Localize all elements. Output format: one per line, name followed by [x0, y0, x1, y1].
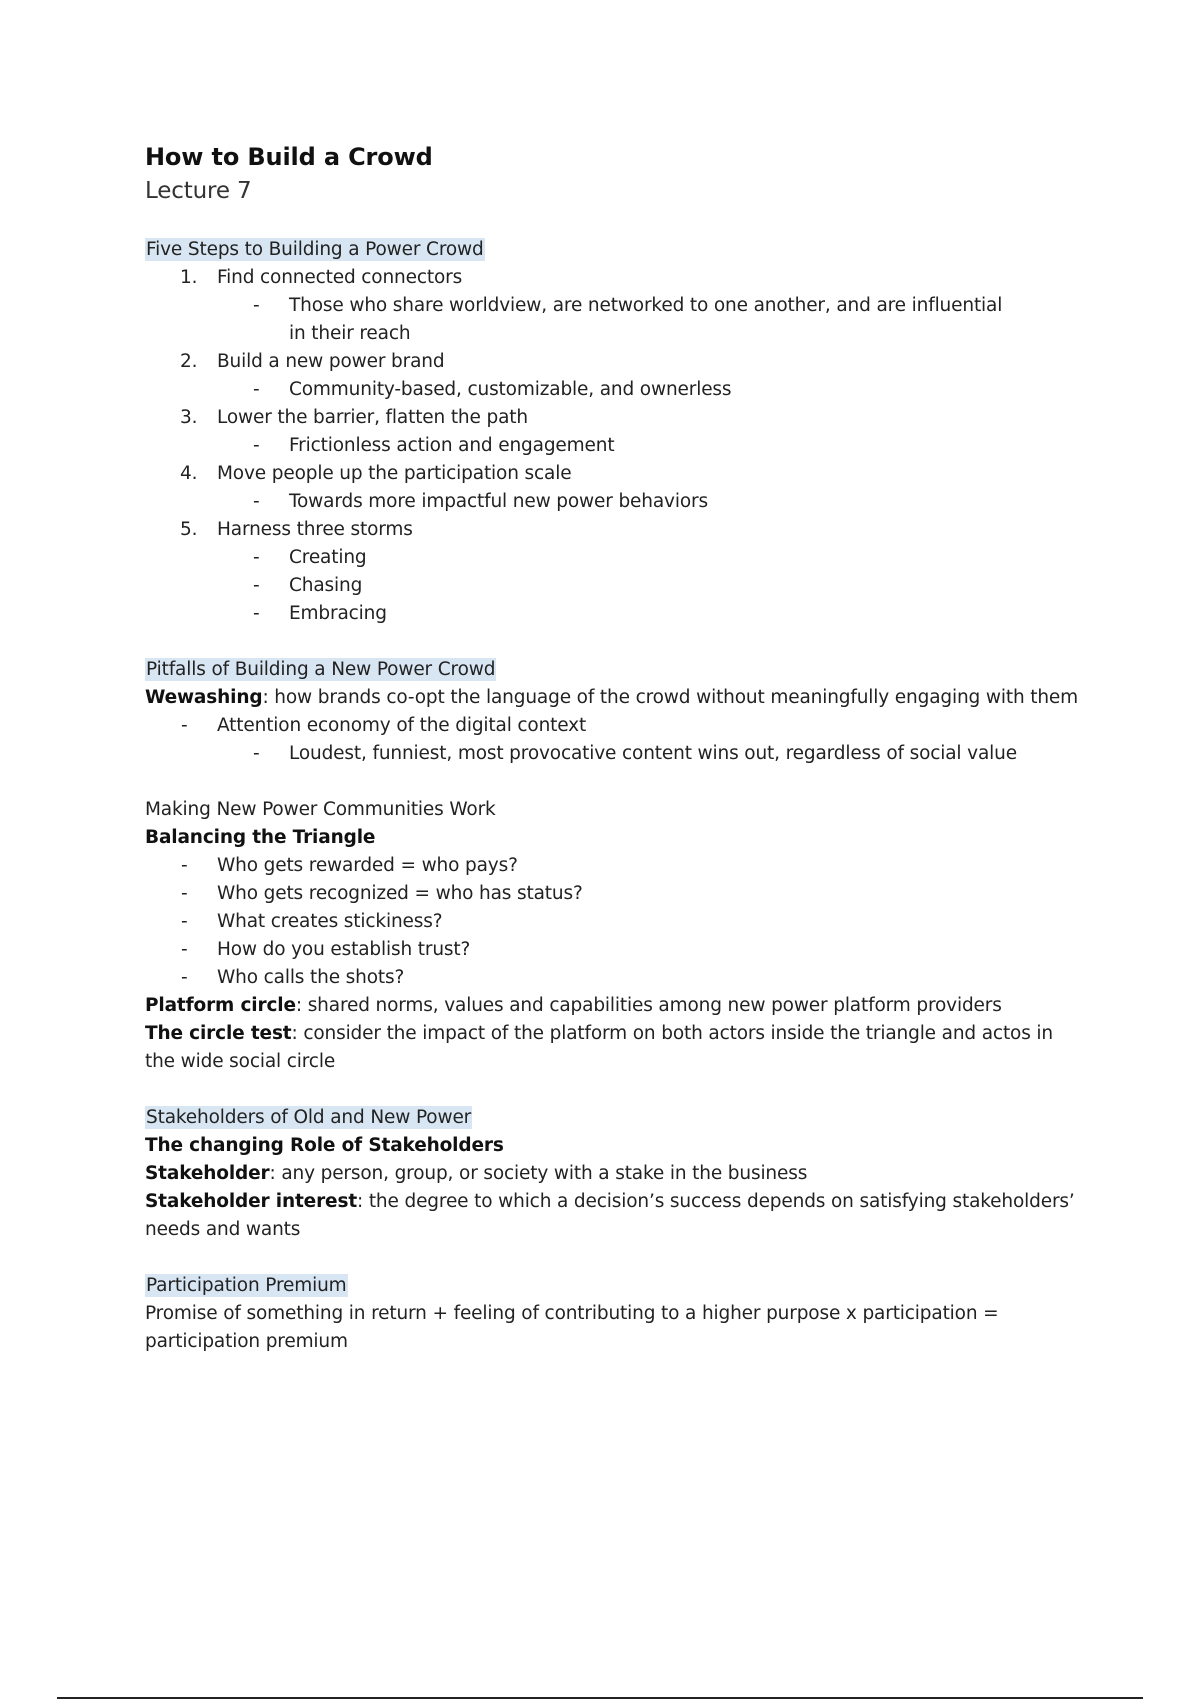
section-heading-pitfalls: Pitfalls of Building a New Power Crowd — [146, 659, 496, 680]
list-item: - Who calls the shots? — [181, 967, 405, 988]
list-item: - Frictionless action and engagement — [253, 435, 615, 456]
document-subtitle: Lecture 7 — [145, 178, 252, 204]
list-item: - Towards more impactful new power behaviors — [253, 491, 708, 512]
list-item: in their reach — [289, 323, 411, 344]
list-item: - Chasing — [253, 575, 363, 596]
definition-stakeholder-interest: Stakeholder interest: the degree to which a decision’s success depends on satisfying stakeholders’ needs and wants — [145, 1191, 1075, 1240]
list-item: - Who gets recognized = who has status? — [181, 883, 583, 904]
list-item: 2. Build a new power brand — [180, 351, 445, 372]
page-bottom-rule — [57, 1697, 1143, 1699]
list-item: - Attention economy of the digital context — [181, 715, 587, 736]
list-item: - Creating — [253, 547, 367, 568]
section-heading-communities: Making New Power Communities Work — [145, 799, 496, 820]
document-page — [145, 140, 1085, 1356]
participation-premium-text: Promise of something in return + feeling of contributing to a higher purpose x participation = participation premium — [145, 1303, 999, 1352]
subheading-balancing-triangle: Balancing the Triangle — [145, 827, 376, 848]
list-item: 4. Move people up the participation scale — [180, 463, 572, 484]
definition-platform-circle: Platform circle: shared norms, values and capabilities among new power platform providers — [145, 995, 1002, 1016]
list-item: 5. Harness three storms — [180, 519, 413, 540]
list-item: - Those who share worldview, are networked to one another, and are influential — [253, 295, 1003, 316]
list-item: - Community-based, customizable, and ownerless — [253, 379, 732, 400]
section-heading-stakeholders: Stakeholders of Old and New Power — [146, 1107, 472, 1128]
document-title: How to Build a Crowd — [145, 143, 433, 171]
subheading-changing-role: The changing Role of Stakeholders — [145, 1135, 504, 1156]
section-heading-five-steps: Five Steps to Building a Power Crowd — [146, 239, 484, 260]
section-heading-participation-premium: Participation Premium — [146, 1275, 347, 1296]
list-item: 3. Lower the barrier, flatten the path — [180, 407, 528, 428]
list-item: - Who gets rewarded = who pays? — [181, 855, 518, 876]
list-item: - Embracing — [253, 603, 387, 624]
list-item: - Loudest, funniest, most provocative content wins out, regardless of social value — [253, 743, 1017, 764]
definition-wewashing: Wewashing: how brands co-opt the language of the crowd without meaningfully engaging with them — [145, 687, 1079, 708]
definition-circle-test: The circle test: consider the impact of the platform on both actors inside the triangle and actos in the wide social circle — [145, 1023, 1053, 1072]
definition-stakeholder: Stakeholder: any person, group, or society with a stake in the business — [145, 1163, 808, 1184]
list-item: 1. Find connected connectors — [180, 267, 463, 288]
list-item: - How do you establish trust? — [181, 939, 471, 960]
list-item: - What creates stickiness? — [181, 911, 443, 932]
